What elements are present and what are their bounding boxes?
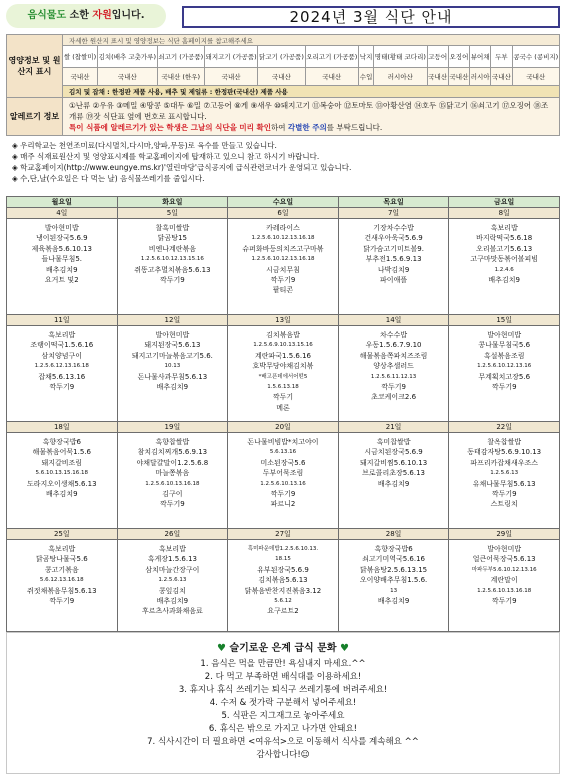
menu-row bbox=[7, 540, 560, 632]
menu-item: 1.2.5.6.10.13.16 bbox=[260, 480, 306, 487]
menu-item: 5.6.10.13.15.16.18 bbox=[35, 470, 89, 477]
menu-item: *배고픈데에서어떤5 bbox=[258, 373, 308, 380]
menu-item: 흑보리밥 bbox=[48, 545, 76, 553]
menu-item: 13 bbox=[390, 587, 398, 594]
menu-item: 5.6.12.13.16.18 bbox=[39, 577, 84, 584]
menu-cell bbox=[449, 326, 560, 422]
menu-item: 돈나물사과무침5.6.13 bbox=[137, 372, 208, 381]
origin-food: 오리고기 (가공품) bbox=[305, 46, 358, 68]
culture-box bbox=[6, 632, 560, 774]
origin-source: 국내산 bbox=[258, 68, 305, 86]
menu-item: 돼지된장국5.6.13 bbox=[144, 341, 201, 350]
culture-line: 5. 식판은 지그재그로 놓아주세요 bbox=[221, 711, 345, 721]
date-row bbox=[7, 208, 560, 219]
menu-item: 고구마맛동볶어볼피빔 bbox=[470, 255, 538, 264]
menu-item: 콩고기볶음 bbox=[44, 565, 79, 574]
origin-source: 국내산 bbox=[427, 68, 448, 86]
menu-item: 1.2.5.6.10.13.16.18 bbox=[145, 480, 200, 487]
culture-line: 4. 수저 & 젓가락 구분해서 넣어주세요! bbox=[209, 698, 357, 708]
menu-item: 콩나물무침국5.6 bbox=[478, 341, 531, 350]
menu-item: 도라지오이생채5.6.13 bbox=[26, 479, 97, 488]
menu-item: 1.2.5.6.10.12.13.15.16 bbox=[140, 256, 204, 263]
menu-item: 호박무당야채김치볶 bbox=[252, 362, 314, 371]
menu-date: 27일 bbox=[228, 529, 339, 540]
origin-food: 뷰어채 bbox=[470, 46, 491, 68]
menu-date: 5일 bbox=[117, 208, 228, 219]
culture-line: 6. 휴식은 밖으로 가지고 나가면 안돼요! bbox=[208, 724, 358, 734]
menu-cell bbox=[338, 219, 449, 315]
menu-item: 팥티콘 bbox=[272, 286, 294, 295]
menu-item: 배추김치9 bbox=[46, 265, 78, 274]
menu-item: 1.2.4.6 bbox=[494, 266, 514, 273]
origin-source: 국내산 bbox=[305, 68, 358, 86]
menu-date: 11일 bbox=[7, 315, 118, 326]
menu-item: 삼치양념구이 bbox=[41, 351, 83, 360]
notice-item: ◈ 우리학교는 천연조미료(다시멸치,다시마,양파,무등)로 육수를 만들고 있습니다. bbox=[12, 141, 277, 150]
notices bbox=[12, 140, 560, 184]
menu-date: 8일 bbox=[449, 208, 560, 219]
menu-row bbox=[7, 219, 560, 315]
menu-item: 얼큰어묵장국5.6.13 bbox=[472, 555, 536, 564]
menu-table bbox=[6, 196, 560, 632]
menu-item: 기장차수수밥 bbox=[373, 224, 414, 232]
heart-icon: ♥ bbox=[217, 643, 226, 654]
menu-date: 6일 bbox=[228, 208, 339, 219]
menu-date: 18일 bbox=[7, 422, 118, 433]
allergy-warning-red: 특이 식품에 알레르기가 있는 학생은 그날의 식단을 미리 확인 bbox=[69, 123, 272, 132]
menu-item: 흑미찹쌀밥 bbox=[376, 438, 411, 446]
menu-item: 1.2.5.6.11.12.13 bbox=[370, 373, 417, 380]
menu-item: 오리볼고기5.6.13 bbox=[476, 244, 533, 253]
menu-date: 20일 bbox=[228, 422, 339, 433]
menu-item: 건새우아욱국5.6.9 bbox=[364, 234, 423, 243]
origin-source-row bbox=[7, 68, 560, 86]
allergy-warning-end: 를 부탁드립니다. bbox=[326, 123, 383, 132]
origin-source: 국내산 (한우) bbox=[157, 68, 204, 86]
origin-food: 김치(배추 고춧가루) bbox=[98, 46, 158, 68]
origin-source: 수입 bbox=[359, 68, 374, 86]
notice-item: ◈ 매주 식재료원산지 및 영양표시제를 학교홈페이지에 탑재하고 있으니 참고 하시기 바랍니다. bbox=[12, 152, 320, 161]
menu-item: 양상추샐러드 bbox=[373, 362, 414, 371]
menu-cell bbox=[338, 326, 449, 422]
origin-food: 돼지고기 (가공품) bbox=[204, 46, 257, 68]
culture-line: 3. 휴지나 휴식 쓰레기는 퇴식구 쓰레기통에 버려주세요! bbox=[178, 685, 388, 695]
day-header: 수요일 bbox=[228, 197, 339, 208]
menu-cell bbox=[449, 219, 560, 315]
menu-item: 잡채5.6.13.16 bbox=[38, 372, 86, 381]
menu-date: 21일 bbox=[338, 422, 449, 433]
menu-item: 미소된장국5.6 bbox=[260, 458, 306, 467]
menu-date: 4일 bbox=[7, 208, 118, 219]
menu-item: 우동1.5.6.7.9.10 bbox=[365, 341, 422, 350]
day-header: 화요일 bbox=[117, 197, 228, 208]
menu-item: 김치볶음5.6.13 bbox=[258, 576, 308, 585]
menu-item: 파프리카잡채새우조스 bbox=[470, 458, 538, 467]
allergy-warning-mid: 하여 bbox=[271, 123, 288, 132]
menu-item: 해물볶음쪽파치즈조림 bbox=[359, 351, 428, 360]
date-row bbox=[7, 422, 560, 433]
menu-cell bbox=[117, 326, 228, 422]
menu-item: 김구이 bbox=[162, 490, 183, 499]
origin-source: 국내산 bbox=[98, 68, 158, 86]
menu-cell bbox=[117, 433, 228, 529]
menu-item: 깍두기9 bbox=[270, 276, 296, 285]
menu-cell bbox=[338, 433, 449, 529]
origin-food: 명태(황태 코다리) bbox=[374, 46, 427, 68]
menu-item: 김치볶음밥 bbox=[266, 331, 300, 339]
allergy-info bbox=[63, 98, 560, 136]
menu-item: 깍두기9 bbox=[491, 383, 517, 392]
date-row bbox=[7, 529, 560, 540]
menu-item: 나박김치9 bbox=[377, 265, 410, 274]
menu-item: 파이애플 bbox=[380, 276, 408, 285]
menu-date: 26일 bbox=[117, 529, 228, 540]
menu-cell bbox=[228, 433, 339, 529]
menu-item: 배추김치9 bbox=[156, 597, 189, 606]
allergy-line2 bbox=[69, 122, 553, 133]
menu-date: 7일 bbox=[338, 208, 449, 219]
menu-item: 찰흑미쌀밥 bbox=[155, 224, 190, 232]
menu-item: 돼지갈비찜5.6.10.13 bbox=[359, 458, 428, 467]
menu-item: 조랭이떡국1.5.6.16 bbox=[30, 341, 94, 350]
menu-item: 닭볶음반찬지진볶음3.12 bbox=[244, 586, 322, 595]
origin-source: 국내산 bbox=[204, 68, 257, 86]
menu-item: 깍두기9 bbox=[381, 383, 406, 392]
menu-item: 발아현미밥 bbox=[44, 224, 79, 232]
menu-item: 10.13 bbox=[164, 363, 181, 370]
menu-item: 깍두기9 bbox=[160, 500, 185, 509]
header bbox=[6, 4, 560, 32]
menu-item: 흑설볶음조림 bbox=[483, 351, 525, 360]
menu-item: 돼지갈비조림 bbox=[41, 458, 83, 467]
menu-item: 깍두기 bbox=[272, 393, 294, 402]
menu-item: 닭가슴고기미트볼9. bbox=[363, 244, 424, 253]
origin-food-row bbox=[7, 46, 560, 68]
menu-item: 쥐똥고추멸치볶음5.6.13 bbox=[134, 265, 211, 274]
menu-date: 22일 bbox=[449, 422, 560, 433]
origin-food: 쇠고기 (가공품) bbox=[157, 46, 204, 68]
menu-item: 쇠고기미역국5.6.16 bbox=[362, 555, 425, 564]
menu-row bbox=[7, 326, 560, 422]
menu-item: 콩잎김치 bbox=[158, 586, 186, 595]
menu-item: 요구르트2 bbox=[267, 607, 299, 616]
heart-icon: ♥ bbox=[340, 643, 349, 654]
menu-item: 두부어묵조림 bbox=[262, 469, 304, 478]
slogan-mid: 소한 bbox=[66, 10, 93, 21]
origin-label: 영양정보 및 원산지 표시 bbox=[7, 35, 63, 98]
origin-table bbox=[6, 34, 560, 136]
origin-food: 두부 bbox=[491, 46, 512, 68]
menu-item: 흑보리밥 bbox=[490, 224, 518, 232]
menu-item: 오이양배추무침1.5.6. bbox=[359, 576, 428, 585]
menu-date: 19일 bbox=[117, 422, 228, 433]
menu-item: 1.2.5.6.12.13.16.18 bbox=[34, 363, 89, 370]
menu-cell bbox=[228, 540, 339, 632]
origin-food: 콩국수 (콩비지) bbox=[512, 46, 559, 68]
page-title: 2024년 3월 식단 안내 bbox=[182, 6, 560, 28]
slogan-green: 음식물도 bbox=[27, 10, 67, 21]
day-header: 월요일 bbox=[7, 197, 118, 208]
menu-item: 배추김치9 bbox=[156, 383, 189, 392]
menu-item: 1.2.5.6.13 bbox=[158, 577, 187, 584]
allergy-line1: ①난류 ②우유 ③메밀 ④땅콩 ⑤대두 ⑥밀 ⑦고등어 ⑧게 ⑨새우 ⑩돼지고기 ⑪복숭아 ⑫토마토 ⑬아황산염 ⑭호두 ⑮닭고기 ⑯쇠고기 ⑰오징어 ⑱조개류 ⑲잣 식단표 옆에 번호로 표시합니다. bbox=[69, 101, 549, 121]
menu-cell bbox=[449, 433, 560, 529]
menu-item: 깍두기9 bbox=[49, 383, 75, 392]
slogan bbox=[6, 4, 166, 28]
menu-item: 18.15 bbox=[275, 556, 291, 563]
culture-title-text: 슬기로운 은계 급식 문화 bbox=[229, 643, 337, 654]
menu-item: 발아현미밥 bbox=[487, 331, 522, 339]
menu-item: 깍두기9 bbox=[270, 490, 296, 499]
menu-item: 삼치마늘간장구이 bbox=[145, 565, 200, 574]
menu-item: 깍두기9 bbox=[491, 597, 517, 606]
origin-source: 러시아산 bbox=[374, 68, 427, 86]
notice-item: ◈ 학교홈페이지(http://www.eungye.ms.kr)'열린마당'급식공지에 급식관련코너가 운영되고 있습니다. bbox=[12, 163, 352, 172]
menu-item: 발아현미밥 bbox=[487, 545, 522, 553]
menu-item: 흑게장1.5.6.13 bbox=[147, 555, 197, 564]
menu-item: 흑미파운데밥1.2.5.6.10.13. bbox=[247, 546, 319, 552]
menu-item: 참치김치찌개5.6.9.13 bbox=[137, 448, 208, 457]
culture-line: 7. 식사시간이 더 필요하면 <여유석>으로 이동해서 식사를 계속해요 ^^ bbox=[147, 737, 419, 747]
menu-item: 브로콜리초장5.6.13 bbox=[362, 469, 425, 478]
origin-source: 국내산 bbox=[448, 68, 469, 86]
menu-cell bbox=[117, 219, 228, 315]
menu-item: 깍두기9 bbox=[49, 597, 75, 606]
menu-item: 카레라이스 bbox=[266, 224, 300, 232]
notice-item: ◈ 수,단,날(수요일은 다 먹는 날) 음식물쓰레기를 줄입시다. bbox=[12, 174, 205, 183]
menu-item: 부추전1.5.6.9.13 bbox=[365, 255, 422, 264]
menu-item: 제육볶음5.6.10.13 bbox=[31, 244, 93, 253]
menu-date: 13일 bbox=[228, 315, 339, 326]
menu-item: 1.2.5.6.10.12.13.16 bbox=[477, 363, 532, 370]
menu-item: 무계획치고장5.6 bbox=[478, 372, 531, 381]
menu-item: 계란말이 bbox=[490, 576, 518, 585]
menu-item: 1.2.5.6.10.12.13.16.18 bbox=[251, 256, 315, 263]
menu-date: 14일 bbox=[338, 315, 449, 326]
menu-item: 1.2.5.6.9.10.13.15.16 bbox=[253, 342, 313, 349]
menu-item: 5.6.13.16 bbox=[269, 449, 297, 456]
menu-cell bbox=[7, 540, 118, 632]
menu-item: 슈퍼화바등의치즈고구마볶 bbox=[242, 244, 324, 253]
menu-date: 15일 bbox=[449, 315, 560, 326]
day-header: 목요일 bbox=[338, 197, 449, 208]
menu-item: 배추김치9 bbox=[46, 490, 78, 499]
menu-cell bbox=[7, 219, 118, 315]
date-row bbox=[7, 315, 560, 326]
origin-source: 러시아 bbox=[470, 68, 491, 86]
menu-item: 흑보리밥 bbox=[48, 331, 76, 339]
menu-item: 동태감자탕5.6.9.10.13 bbox=[467, 448, 542, 457]
menu-item: 비엔나계란볶음 bbox=[148, 244, 197, 253]
menu-date: 29일 bbox=[449, 529, 560, 540]
menu-item: 마파두부5.6.10.12.13.16 bbox=[471, 566, 537, 573]
menu-cell bbox=[228, 326, 339, 422]
menu-item: 시금치된장국5.6.9 bbox=[364, 448, 423, 457]
menu-item: 발아현미밥 bbox=[155, 331, 190, 339]
menu-item: 돈나물비빔밥*치고야이 bbox=[247, 438, 319, 446]
menu-item: 쥐젓채볶음무침5.6.13 bbox=[26, 586, 97, 595]
culture-line: 1. 음식은 먹을 만큼만! 욕심내지 마세요.^^ bbox=[200, 659, 366, 669]
menu-item: 냉이된장국5.6.9 bbox=[35, 234, 88, 243]
menu-item: 바지락떡국5.6.18 bbox=[476, 234, 533, 243]
menu-cell bbox=[117, 540, 228, 632]
menu-item: 1.5.6.13.18 bbox=[267, 384, 299, 391]
menu-item: 차수수밥 bbox=[380, 331, 408, 339]
menu-item: 해물볶음어묵1.5.6 bbox=[32, 448, 91, 457]
menu-item: 흑보리밥 bbox=[158, 545, 186, 553]
menu-item: 스트링치 bbox=[490, 500, 518, 509]
menu-item: 흑향장국밥6 bbox=[42, 438, 81, 446]
origin-source: 국내산 bbox=[63, 68, 98, 86]
menu-item: 유부된장국5.6.9 bbox=[257, 565, 309, 574]
menu-item: 닭곰탕나물국5.6 bbox=[35, 555, 88, 564]
menu-item: 메론 bbox=[276, 403, 290, 412]
menu-item: 5.6.12 bbox=[274, 598, 292, 605]
menu-item: 후르츠사과화채음료 bbox=[141, 607, 203, 616]
menu-row bbox=[7, 433, 560, 529]
menu-item: 깍두기9 bbox=[491, 490, 517, 499]
menu-item: 파르니2 bbox=[270, 500, 296, 509]
menu-item: 들나물무침5. bbox=[41, 255, 83, 264]
menu-item: 시금치무침 bbox=[266, 265, 300, 274]
menu-cell bbox=[449, 540, 560, 632]
menu-cell bbox=[7, 326, 118, 422]
menu-date: 28일 bbox=[338, 529, 449, 540]
culture-line: 감사합니다!☺ bbox=[256, 750, 310, 760]
menu-item: 유채나물무침5.6.13 bbox=[472, 479, 536, 488]
slogan-red: 자원 bbox=[92, 10, 112, 21]
menu-item: 야채달걀말이1.2.5.6.8 bbox=[136, 458, 209, 467]
day-header: 금요일 bbox=[449, 197, 560, 208]
menu-item: 초코케이크2.6 bbox=[371, 393, 417, 402]
menu-item: 1.2.5.6.10.12.13.16.18 bbox=[251, 235, 315, 242]
menu-item: 배추김치9 bbox=[488, 276, 520, 285]
origin-source: 국내산 bbox=[512, 68, 559, 86]
slogan-end: 입니다. bbox=[111, 10, 145, 21]
culture-line: 2. 다 먹고 부족하면 배식대를 이용하세요! bbox=[204, 672, 362, 682]
culture-title bbox=[7, 639, 559, 654]
origin-note2: 김치 및 잡채 : 한정판 제품 사용, 배추 및 제일류 : 한정판(국내산) 제품 사용 bbox=[63, 86, 560, 98]
menu-item: 돼지고기마늘볶음고기5.6. bbox=[131, 351, 213, 360]
menu-item: 찰옥찹쌀밥 bbox=[487, 438, 522, 446]
origin-food: 오징어 bbox=[448, 46, 469, 68]
menu-item: 계란파국1.5.6.16 bbox=[254, 351, 311, 360]
menu-cell bbox=[338, 540, 449, 632]
menu-item: 마늘쫑볶음 bbox=[155, 469, 190, 478]
allergy-label: 알레르기 정보 bbox=[7, 98, 63, 136]
origin-food: 닭고기 (가공품) bbox=[258, 46, 305, 68]
menu-cell bbox=[7, 433, 118, 529]
origin-note: 자세한 원산지 표시 및 영양정보는 식단 홈페이지를 참고해주세요 bbox=[63, 35, 560, 46]
menu-item: 배추김치9 bbox=[377, 597, 410, 606]
menu-item: 흑향찹쌀밥 bbox=[155, 438, 190, 446]
menu-item: 닭볶음탕2.5.6.13.15 bbox=[360, 565, 428, 574]
origin-source: 국내산 bbox=[491, 68, 512, 86]
menu-item: 요거트 및2 bbox=[44, 276, 79, 285]
menu-date: 25일 bbox=[7, 529, 118, 540]
menu-item: 닭곰탕15 bbox=[157, 234, 187, 243]
menu-cell bbox=[228, 219, 339, 315]
menu-item: 1.2.5.6.13 bbox=[490, 470, 519, 477]
origin-food: 고등어 bbox=[427, 46, 448, 68]
origin-food: 낙지 bbox=[359, 46, 374, 68]
menu-item: 1.2.5.6.10.13.16.18 bbox=[477, 587, 532, 594]
menu-date: 12일 bbox=[117, 315, 228, 326]
menu-item: 흑향장국밥6 bbox=[374, 545, 413, 553]
allergy-warning-blue: 각별한 주의 bbox=[287, 123, 327, 132]
menu-item: 깍두기9 bbox=[160, 276, 185, 285]
menu-item: 배추김치9 bbox=[377, 479, 410, 488]
origin-food: 쌀 (찹쌀미) bbox=[63, 46, 98, 68]
